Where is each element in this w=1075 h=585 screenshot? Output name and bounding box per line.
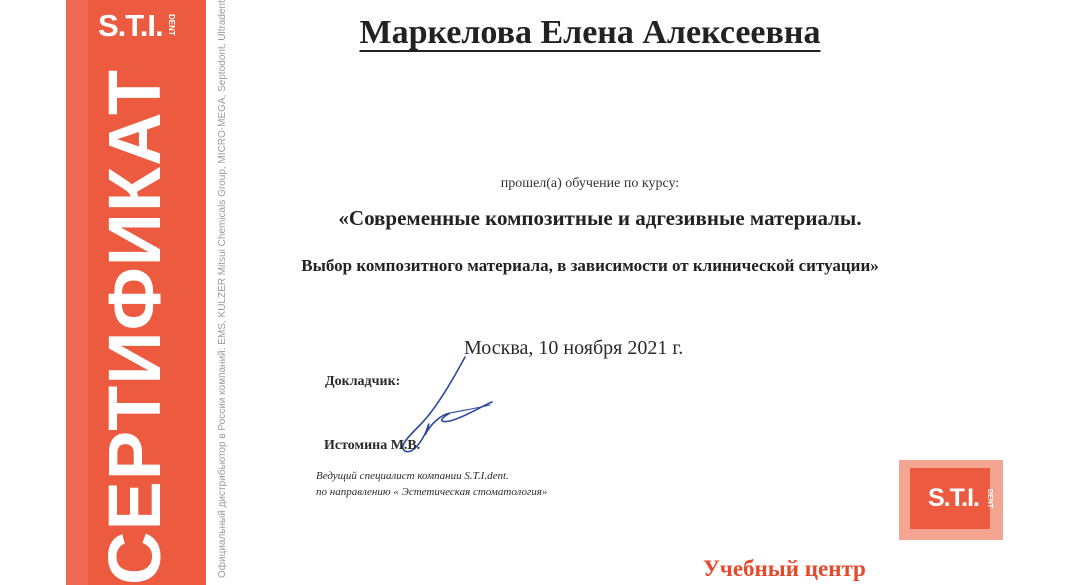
distributor-side-text: Официальный дистрибьютор в России компаний: EMS, KULZER Mitsui Chemicals Group, MICRO-MEGA, Septodont, Ultradent xyxy=(217,0,228,578)
recipient-name: Маркелова Елена Алексеевна xyxy=(359,14,821,51)
company-logo-text: S.T.I. xyxy=(928,484,979,512)
band-logo: S.T.I. xyxy=(98,8,163,43)
company-logo-dent: DENT xyxy=(986,489,993,509)
training-center-title: Учебный центр xyxy=(703,556,866,581)
reporter-role-line-1: Ведущий специалист компании S.T.I.dent. xyxy=(316,470,509,482)
reporter-label: Докладчик: xyxy=(325,374,401,389)
course-title-line-2: Выбор композитного материала, в зависимости от клинической ситуации» xyxy=(301,256,879,275)
certificate-vertical-title: СЕРТИФИКАТ xyxy=(93,68,176,585)
reporter-name: Истомина М.В. xyxy=(324,438,421,453)
course-intro: прошел(а) обучение по курсу: xyxy=(500,176,680,191)
course-title-line-1: «Современные композитные и адгезивные материалы. xyxy=(338,206,862,230)
place-date: Москва, 10 ноября 2021 г. xyxy=(464,337,684,359)
band-logo-dent: DENT xyxy=(167,14,176,36)
reporter-role-line-2: по направлению « Эстетическая стоматология» xyxy=(316,486,548,498)
